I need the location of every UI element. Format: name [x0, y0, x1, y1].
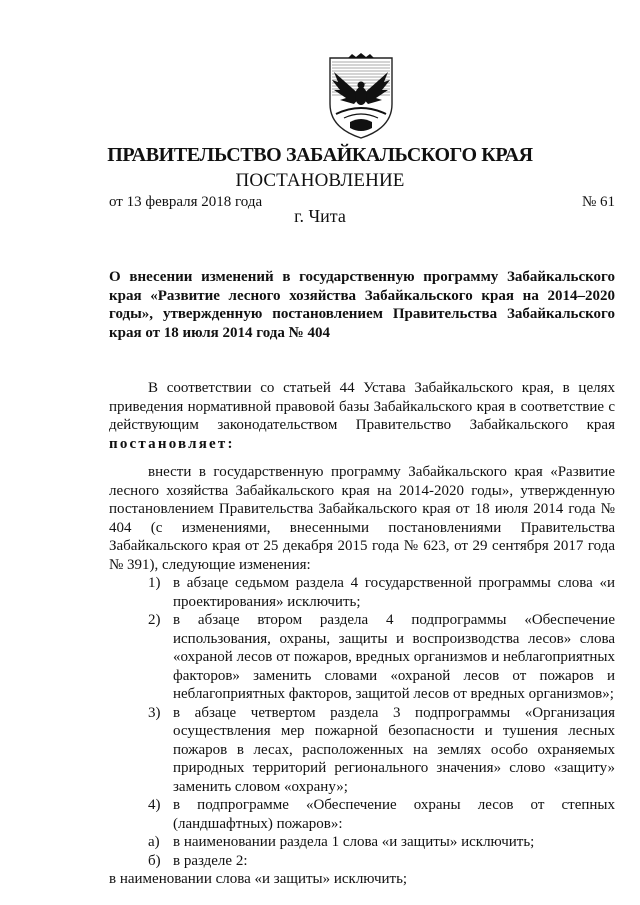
list-item-number: б) [148, 852, 161, 869]
document-date: от 13 февраля 2018 года [109, 194, 263, 210]
list-item-text: в абзаце втором раздела 4 подпрограммы «Обеспечение использования, охраны, защиты и воспроизводства лесов» слова «охраной лесов от пожаров, вредных организмов и неблагоприятных факторов» заменить словами «охраной лесов от пожаров и неблагоприятных факторов, защитой лесов от вредных организмов»; [173, 612, 615, 702]
list-item [109, 574, 615, 611]
preamble [109, 379, 615, 453]
preamble-text: В соответствии со статьей 44 Устава Забайкальского края, в целях приведения нормативной правовой базы Забайкальского края в соответствие с действующим законодательством Правительство Забайкальского края [109, 380, 615, 433]
document-type: ПОСТАНОВЛЕНИЕ [235, 170, 405, 191]
list-item-number: 4) [148, 797, 161, 813]
document-subject: О внесении изменений в государственную программу Забайкальского края «Развитие лесного хозяйства Забайкальского края на 2014–2020 годы», утвержденную постановлением Правительства Забайкальского края от 18 июля 2014 года № 404 [109, 269, 615, 341]
list-item-text: в абзаце четвертом раздела 3 подпрограммы «Организация осуществления мер пожарной безопасности и тушения лесных пожаров в лесах, расположенных на землях особо охраняемых природных территорий регионального значения» слово «защиту» заменить словом «охрану»; [173, 704, 615, 795]
list-item-text: в наименовании раздела 1 слова «и защиты» исключить; [173, 834, 535, 850]
preamble-paragraph [109, 379, 615, 453]
list-item-number: 2) [148, 612, 161, 628]
list-item-text: в абзаце седьмом раздела 4 государственной программы слова «и проектирования» исключить; [173, 575, 615, 610]
list-item [109, 796, 615, 833]
list-item-number: а) [148, 834, 160, 850]
main-paragraph: внести в государственную программу Забайкальского края «Развитие лесного хозяйства Забайкальского края на 2014-2020 годы», утвержденную постановлением Правительства Забайкальского края от 18 июля 2014 года № 404 (с изменениями, внесенными постановлениями Правительства Забайкальского края от 25 декабря 2015 года № 623, от 29 сентября 2017 года № 391), следующие изменения: [109, 464, 615, 573]
list-item-text: в подпрограмме «Обеспечение охраны лесов от степных (ландшафтных) пожаров»: [173, 797, 615, 832]
government-title: ПРАВИТЕЛЬСТВО ЗАБАЙКАЛЬСКОГО КРАЯ [107, 144, 533, 166]
last-line: в наименовании слова «и защиты» исключить; [109, 871, 408, 887]
list-item [109, 852, 615, 871]
decree-word: постановляет: [109, 435, 235, 452]
list-item [109, 833, 615, 852]
decree-body [109, 463, 615, 889]
list-item [109, 611, 615, 704]
zabaikalsky-coat-of-arms-icon [322, 52, 400, 140]
list-item-number: 3) [148, 704, 161, 721]
list-item-number: 1) [148, 575, 161, 591]
document-city: г. Чита [294, 206, 346, 226]
document-number: № 61 [581, 194, 615, 210]
list-item [109, 704, 615, 797]
list-item-text: в разделе 2: [173, 852, 248, 869]
